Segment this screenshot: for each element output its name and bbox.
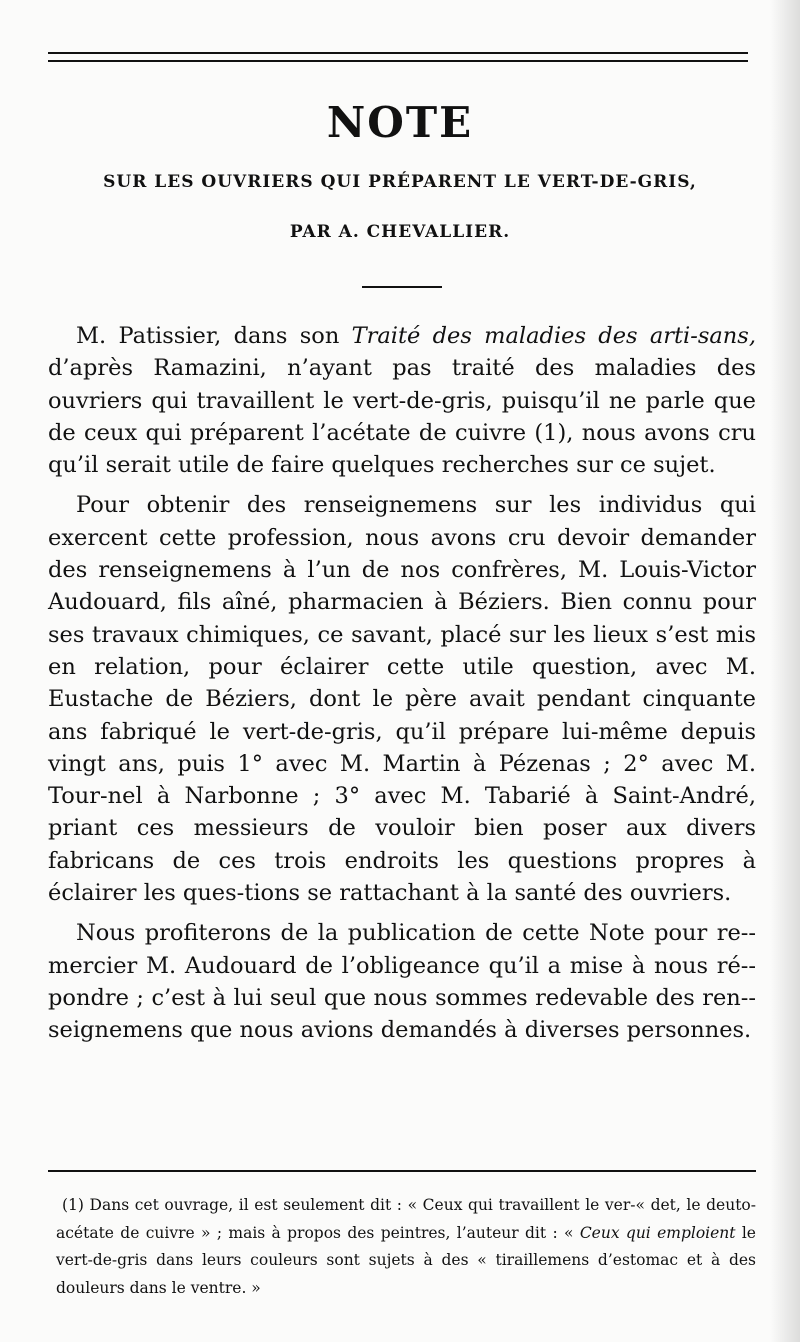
footnote [56,1192,756,1302]
title-separator-rule [362,286,442,288]
paragraph-3: Nous profiterons de la publication de cette Note pour re-mercier M. Audouard de l’obligeance qu’il a mise à nous ré-pondre ; c’est à lui seul que nous sommes redevable des ren-seignemens que nous avions demandés à diverses personnes. [48,920,756,1044]
footnote-quote: Ceux qui emploient [579,1223,736,1242]
paragraph-1-end: d’après Ramazini, n’ayant pas traité des maladies des ouvriers qui travaillent le vert-de-gris, puisqu’il ne parle que de ceux qui préparent l’acétate de cuivre (1), nous avons cru qu’il serait utile de faire quelques recherches sur ce sujet. [48,355,756,479]
paragraph-2: Pour obtenir des renseignemens sur les individus qui exercent cette profession, nous avons cru devoir demander des renseignemens à l’un de nos confrères, M. Louis-Victor Audouard, fils aîné, pharmacien à Béziers. Bien connu pour ses travaux chimiques, ce savant, placé sur les lieux s’est mis en relation, pour éclairer cette utile question, avec M. Eustache de Béziers, dont le père avait pendant cinquante ans fabriqué le vert-de-gris, qu’il prépare lui-même depuis vingt ans, puis 1° avec M. Martin à Pézenas ; 2° avec M. Tour-nel à Narbonne ; 3° avec M. Tabarié à Saint-André, priant ces messieurs de vouloir bien poser aux divers fabricans de ces trois endroits les questions propres à éclairer les ques-tions se rattachant à la santé des ouvriers. [48,492,756,907]
book-title: Traité des maladies des arti-sans, [351,323,756,349]
footnote-end: le vert-de-gris dans leurs couleurs sont sujets à des « tiraillemens d’estomac et à des douleurs dans le ventre. » [56,1223,756,1297]
top-double-rule [48,52,748,62]
paragraph-1-start: M. Patissier, dans son [76,323,352,349]
footnote-rule [48,1170,756,1172]
paragraph-1 [48,320,756,481]
page-edge-shadow [770,0,800,1342]
footnote-start: (1) Dans cet ouvrage, il est seulement dit : « Ceux qui travaillent le ver-« det, le deuto-acétate de cuivre » ; mais à propos des peintres, l’auteur dit : « [56,1196,756,1242]
page-title: NOTE [326,98,474,147]
footnote-text [56,1192,756,1302]
author-line: PAR A. CHEVALLIER. [289,222,511,242]
body-text [48,320,756,1047]
page-subtitle: SUR LES OUVRIERS QUI PRÉPARENT LE VERT-DE-GRIS, [103,172,697,192]
